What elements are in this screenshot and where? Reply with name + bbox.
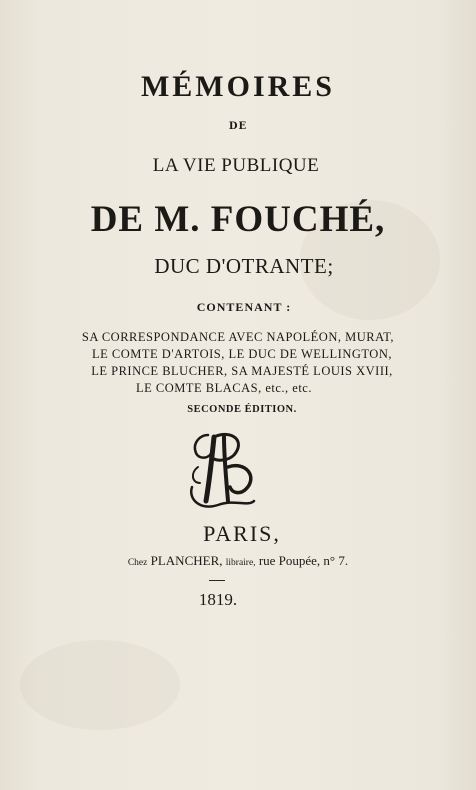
publisher-line xyxy=(0,553,476,569)
author-title: DUC D'OTRANTE; xyxy=(154,254,334,278)
contents-line: LE COMTE D'ARTOIS, LE DUC DE WELLINGTON, xyxy=(92,347,392,361)
publisher-role: libraire, xyxy=(225,558,256,568)
contents-line: LE COMTE BLACAS, etc., etc. xyxy=(136,381,312,395)
publisher-monogram xyxy=(184,427,260,513)
publisher-chez: Chez xyxy=(127,558,148,568)
book-subtitle: LA VIE PUBLIQUE xyxy=(152,155,320,176)
publisher-name: PLANCHER, xyxy=(150,553,223,568)
publisher-address: rue Poupée, n° 7. xyxy=(258,553,349,568)
author-name: DE M. FOUCHÉ, xyxy=(90,199,386,240)
publication-city: PARIS, xyxy=(203,521,281,546)
publication-year: 1819. xyxy=(198,590,238,609)
contents-heading: CONTENANT : xyxy=(196,300,292,314)
divider-rule xyxy=(209,580,225,581)
title-connector: DE xyxy=(228,121,248,132)
contents-line: SA CORRESPONDANCE AVEC NAPOLÉON, MURAT, xyxy=(81,330,395,344)
edition-note: SECONDE ÉDITION. xyxy=(187,404,297,415)
book-title: MÉMOIRES xyxy=(140,70,335,103)
paper-stain xyxy=(20,640,180,730)
contents-line: LE PRINCE BLUCHER, SA MAJESTÉ LOUIS XVIII, xyxy=(91,364,393,378)
